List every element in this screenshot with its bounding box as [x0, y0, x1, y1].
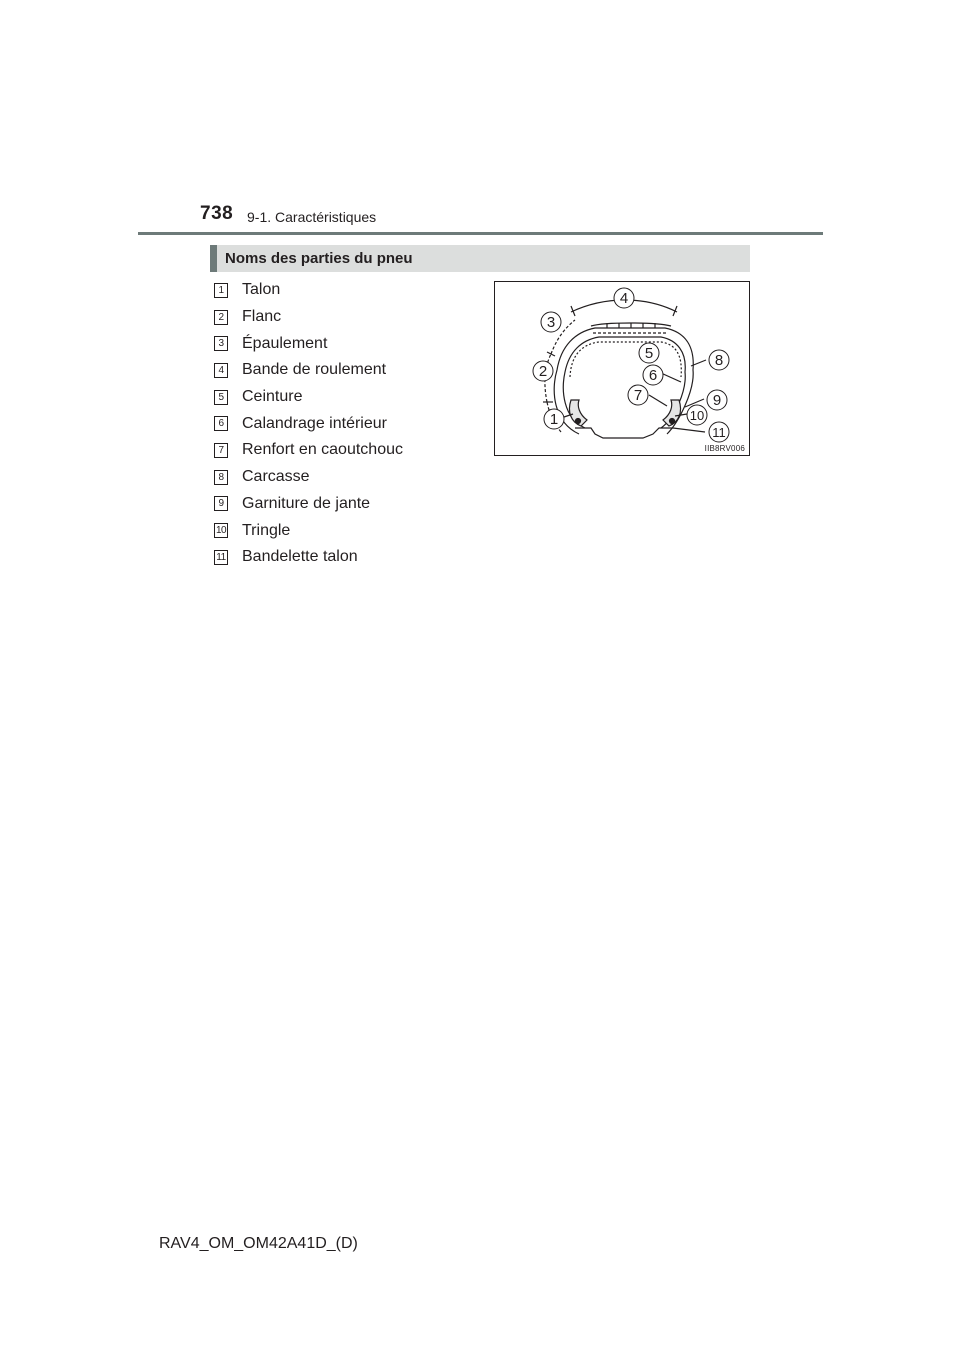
item-label: Talon: [242, 281, 281, 299]
callout-7: 7: [633, 387, 643, 404]
item-label: Épaulement: [242, 334, 328, 352]
carcass-line: [570, 342, 681, 377]
list-item: [214, 464, 403, 491]
tire-diagram: [495, 282, 749, 455]
list-item: [214, 544, 403, 571]
wheel-rim: [575, 428, 673, 438]
list-item: [214, 517, 403, 544]
item-label: Tringle: [242, 521, 291, 539]
callout-1: 1: [549, 411, 559, 428]
callout-6: 6: [648, 367, 658, 384]
subheading: Noms des parties du pneu: [210, 245, 750, 272]
item-label: Bandelette talon: [242, 548, 358, 566]
list-item: [214, 330, 403, 357]
item-number: 1: [214, 283, 228, 298]
item-label: Ceinture: [242, 388, 303, 406]
item-number: 11: [214, 550, 228, 565]
callout-10: 10: [689, 408, 705, 423]
item-number: 8: [214, 470, 228, 485]
callout-5: 5: [644, 345, 654, 362]
section-title: 9-1. Caractéristiques: [247, 209, 377, 225]
list-item: [214, 277, 403, 304]
callout-11: 11: [712, 425, 726, 440]
item-number: 7: [214, 443, 228, 458]
item-label: Flanc: [242, 308, 282, 326]
callout-2: 2: [538, 363, 548, 380]
item-number: 10: [215, 525, 227, 537]
item-label: Bande de roulement: [242, 361, 387, 379]
item-number: 6: [214, 416, 228, 431]
item-number: 9: [214, 496, 228, 511]
list-item: [214, 384, 403, 411]
parts-list: [214, 277, 403, 571]
list-item: [214, 357, 403, 384]
figure-code: IIB8RV006: [704, 444, 745, 453]
callout-9: 9: [712, 392, 722, 409]
callout-4: 4: [619, 290, 629, 307]
list-item: [214, 491, 403, 518]
tire-cross-section-figure: [494, 281, 750, 456]
list-item: [214, 410, 403, 437]
header-rule: [138, 232, 823, 235]
item-label: Carcasse: [242, 468, 310, 486]
callout-8: 8: [714, 352, 724, 369]
footer-doc-id: RAV4_OM_OM42A41D_(D): [159, 1235, 358, 1252]
list-item: [214, 304, 403, 331]
list-item: [214, 437, 403, 464]
item-number: 2: [214, 310, 228, 325]
item-number: 3: [214, 336, 228, 351]
item-label: Renfort en caoutchouc: [242, 441, 403, 459]
page-number: 738: [200, 203, 234, 224]
item-label: Garniture de jante: [242, 494, 371, 512]
callout-3: 3: [546, 314, 556, 331]
item-label: Calandrage intérieur: [242, 414, 387, 432]
item-number: 4: [214, 363, 228, 378]
item-number: 5: [214, 390, 228, 405]
